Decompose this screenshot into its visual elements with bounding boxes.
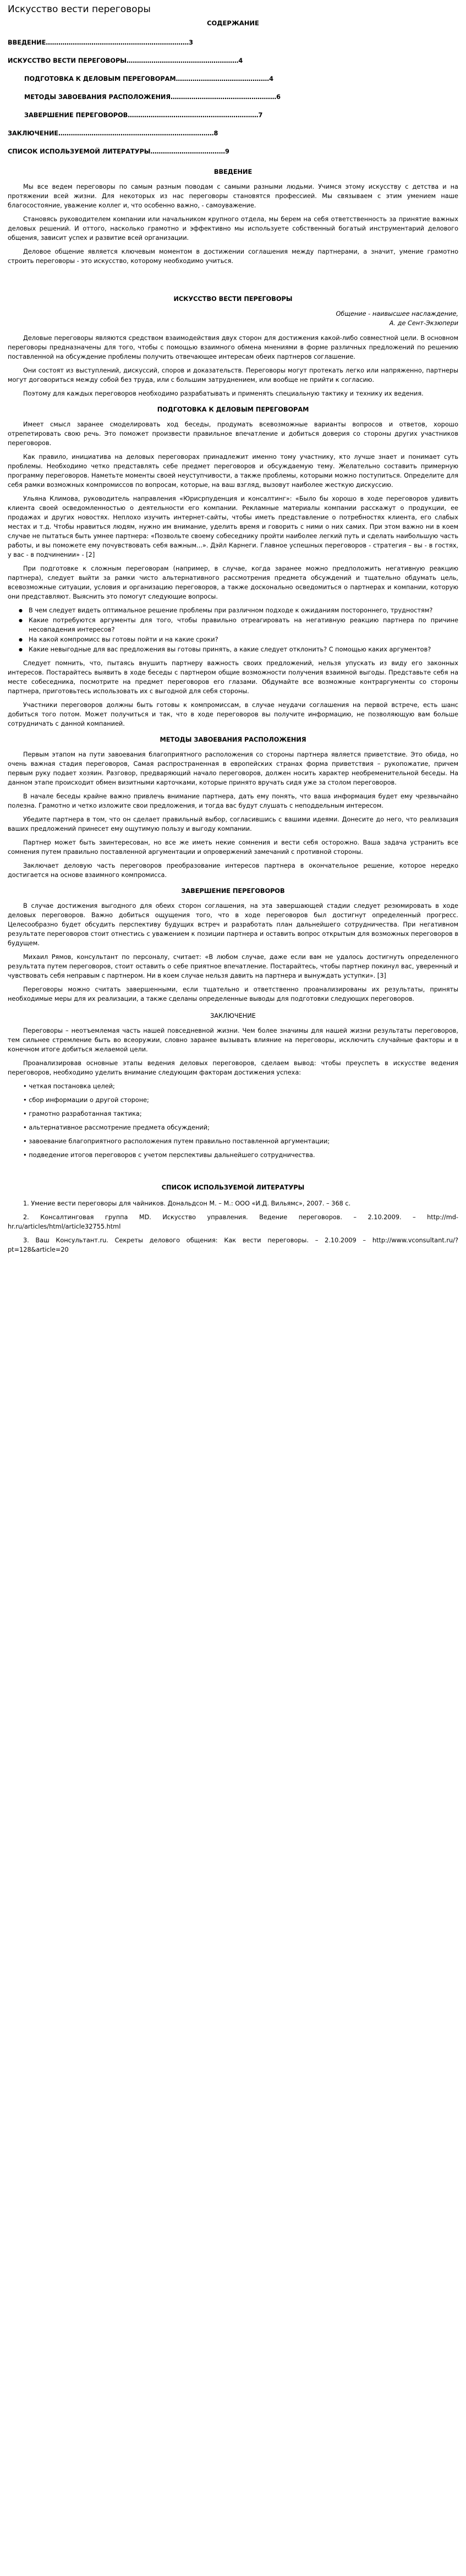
prep-section — [8, 420, 458, 601]
paragraph: Переговоры можно считать завершенными, если тщательно и ответственно проанализированы их результаты, приняты необходимые меры для их реализации, а также сделаны определенные выводы для подготовки следующих переговоров. — [8, 986, 458, 1002]
literature-item: 1. Умение вести переговоры для чайников. Дональдсон М. – М.: ООО «И.Д. Вильямс», 2007. – 368 с. — [23, 1200, 351, 1207]
toc-item-label: ПОДГОТОВКА К ДЕЛОВЫМ ПЕРЕГОВОРАМ — [24, 75, 176, 83]
toc-item-page: 9 — [225, 148, 229, 155]
paragraph: Как правило, инициатива на деловых переговорах принадлежит именно тому участнику, кто лучше знает и понимает суть проблемы. Необходимо четко представлять себе предмет переговоров и обсуждаемую тему. Желательно составить примерную программу переговоров. Наметьте моменты своей неуступчивости, а также проблемы, которыми можно поступиться. Определите для себя рамки возможных компромиссов по вопросам, которые, на ваш взгляд, вызовут наиболее жесткую дискуссию. — [8, 453, 458, 489]
paragraph: Партнер может быть заинтересован, но все же иметь некие сомнения и вести себя осторожно. Ваша задача устранить все сомнения путем правильно поставленной аргументации и опровержений замечаний с противной стороны. — [8, 839, 458, 856]
toc-item-dots: ……………………………………………… — [127, 57, 239, 64]
success-factor-item: • сбор информации о другой стороне; — [23, 1097, 149, 1104]
paragraph: Заключает деловую часть переговоров преобразование интересов партнера в окончательное решение, которое нередко достигается на основе взаимного компромисса. — [8, 862, 458, 879]
toc-item-label: ИСКУССТВО ВЕСТИ ПЕРЕГОВОРЫ — [8, 57, 127, 64]
paragraph: Мы все ведем переговоры по самым разным поводам с самыми разными людьми. Учимся этому искусству с детства и на протяжении всей жизни. Для некоторых из нас переговоры становятся профессией. Мы связываем с этим умением наше благосостояние, уважение коллег и, что особенно важно, - самоуважение. — [8, 183, 458, 209]
toc-item-dots: …………………………………………… — [171, 94, 277, 101]
methods-section — [8, 750, 458, 880]
paragraph: Убедите партнера в том, что он сделает правильный выбор, согласившись с вашими идеями. Донесите до него, что реализация ваших предложений принесет ему ощутимую пользу и выгоду компании. — [8, 816, 458, 832]
paragraph: Деловое общение является ключевым моментом в достижении соглашения между партнерами, а значит, умение грамотно строить переговоры - это искусство, которому необходимо учиться. — [8, 248, 458, 265]
toc-item-page: 7 — [258, 112, 263, 119]
literature-heading: СПИСОК ИСПОЛЬЗУЕМОЙ ЛИТЕРАТУРЫ — [161, 1184, 305, 1191]
paragraph: Переговоры – неотъемлемая часть нашей повседневной жизни. Чем более значимы для нашей жизни результаты переговоров, тем сильнее стремление быть во всеоружии, словно заранее вызывать влияние на переговоры, исключить случайные факторы и в конечном итоге добиться желаемой цели. — [8, 1027, 458, 1053]
question-item: ● В чем следует видеть оптимальное решение проблемы при различном подходе к ожиданиям постороннего, трудностям? — [29, 606, 458, 615]
methods-heading: МЕТОДЫ ЗАВОЕВАНИЯ РАСПОЛОЖЕНИЯ — [160, 736, 306, 743]
paragraph: В случае достижения выгодного для обеих сторон соглашения, на эта завершающей стадии следует резюмировать в ходе деловых переговоров. Важно добиться ощущения того, что в ходе переговоров был достигнут определенный прогресс. Целесообразно будет обсудить перспективу будущих встреч и разработать план дальнейшего сотрудничества. При негативном результате переговоров стоит отнестись с уважением к позиции партнера и оставить вопрос открытым для возможных переговоров в будущем. — [8, 902, 458, 947]
paragraph: Деловые переговоры являются средством взаимодействия двух сторон для достижения какой-либо совместной цели. В основном переговоры предназначены для того, чтобы с помощью взаимного обмена мнениями в форме различных предложений по решению поставленной на обсуждение проблемы получить отвечающее интересам обеих партнеров соглашение. — [8, 335, 458, 360]
conclusion-heading: ЗАКЛЮЧЕНИЕ — [210, 1012, 256, 1020]
paragraph: Имеет смысл заранее смоделировать ход беседы, продумать всевозможные варианты вопросов и ответов, хорошо отрепетировать свою речь. Это поможет произвести правильное впечатление и добиться доверия со стороны других участников переговоров. — [8, 421, 458, 447]
literature-item: 3. Ваш Консультант.ru. Секреты делового общения: Как вести переговоры. – 2.10.2009 – http://www.vconsultant.ru/?pt=128&article=20 — [8, 1237, 458, 1253]
paragraph: Первым этапом на пути завоевания благоприятного расположения со стороны партнера является приветствие. Это обида, но очень важная стадия переговоров, Самая распространенная в европейских странах форма приветствия – рукопожатие, причем первым руку подает хозяин. Разговор, предваряющий начало переговоров, должен носить характер необременительной беседы. На данном этапе происходит обмен визитными карточками, которые принято вручать сидя уже за столом переговоров. — [8, 751, 458, 786]
success-factor-item: • завоевание благоприятного расположения путем правильно поставленной аргументации; — [23, 1138, 330, 1145]
paragraph: При подготовке к сложным переговорам (например, в случае, когда заранее можно предположить негативную реакцию партнера), следует выйти за рамки чисто альтернативного рассмотрения предмета обсуждений и тщательно обдумать цель, всевозможные ситуации, условия и организацию переговоров, а также досконально осведомиться о партнерах и компании, которую они представляют. Выяснить это помогут следующие вопросы. — [8, 565, 458, 600]
paragraph: Михаил Рямов, консультант по персоналу, считает: «В любом случае, даже если вам не удалось достигнуть определенного результата путем переговоров, стоит оставить о себе приятное впечатление. Постарайтесь, чтобы партнер покинул вас, уверенный и чувствовать себя неправым с партнером. Ни в коем случае нельзя давить на партнера и вынуждать уступки». [3] — [8, 953, 458, 979]
toc-item — [8, 38, 458, 47]
epigraph-author: А. де Сент-Экзюпери — [389, 320, 458, 327]
toc-item-label: ЗАКЛЮЧЕНИЕ — [8, 130, 59, 137]
conclusion-section — [8, 1026, 458, 1077]
paragraph: Проанализировав основные этапы ведения деловых переговоров, сделаем вывод: чтобы преуспеть в искусстве ведения переговоров, необходимо уделить внимание следующим факторам достижения успеха: — [8, 1060, 458, 1076]
success-factor-item: • грамотно разработанная тактика; — [23, 1110, 142, 1117]
question-item: ● На какой компромисс вы готовы пойти и на какие сроки? — [29, 635, 458, 644]
document-page — [0, 0, 466, 1275]
toc-item-dots: …………………………………………………………… — [46, 39, 189, 46]
paragraph: Ульяна Климова, руководитель направления «Юрисрпуденция и консалтинг»: «Было бы хорошо в ходе переговоров удивить клиента своей осведомленностью о деятельности его компании. Рекламные материалы компании расскажут о продукции, ее продажах и других новостях. Неплохо изучить интернет-сайты, чтобы иметь представление о потребностях клиента, его слабых местах и т.д. Чтобы нравиться людям, нужно им внимание, уделить время и говорить с ними о них самих. При этом важно ни в коем случае не пытаться быть умнее партнера: «Позвольте своему собеседнику пройти наиболее легкий путь и сделать наибольшую часть работы, и вы поможете ему почувствовать себя важным...». Дэйл Карнеги. Главное успешных переговоров - стратегия – вы - в гостях, у вас - в подчинении» - [2] — [8, 495, 458, 558]
intro-section — [8, 182, 458, 266]
question-item: ● Какие потребуются аргументы для того, чтобы правильно отреагировать на негативную реакцию партнера по причине несовпадения интересов? — [29, 616, 458, 634]
toc-heading: СОДЕРЖАНИЕ — [207, 19, 259, 27]
toc-item-page: 8 — [213, 130, 218, 137]
paragraph: Участники переговоров должны быть готовы к компромиссам, в случае неудачи соглашения на первой встрече, есть шанс добиться того потом. Может получиться и так, что в ходе переговоров вы получите информацию, не позволяющую вам больше сотрудничать с данной компанией. — [8, 701, 458, 727]
success-factor-item: • четкая постановка целей; — [23, 1083, 115, 1090]
toc-item-dots: ……………………………………… — [176, 75, 270, 83]
paragraph: Становясь руководителем компании или начальником крупного отдела, мы берем на себя ответственность за принятие важных деловых решений. И оттого, насколько грамотно и эффективно мы используете собственный богатый инструментарий делового общения, зависит успех и развитие всей организации. — [8, 216, 458, 242]
success-factor-item: • альтернативное рассмотрение предмета обсуждений; — [23, 1124, 210, 1131]
toc-item — [8, 92, 458, 102]
prep-after-section — [8, 659, 458, 728]
paragraph: Следует помнить, что, пытаясь внушить партнеру важность своих предложений, нельзя упускать из виду его законных интересов. Постарайтесь выявить в ходе беседы с партнером общие возможности получения взаимной выгоды. Представьте себя на месте собеседника, посмотрите на предмет переговоров его глазами. Обдумайте все возможные контраргументы со стороны партнера, приготовьтесь использовать их с выгодной для себя стороны. — [8, 660, 458, 695]
toc-item-page: 3 — [189, 39, 194, 46]
toc-item-label: СПИСОК ИСПОЛЬЗУЕМОЙ ЛИТЕРАТУРЫ — [8, 148, 151, 155]
toc-item-dots: ……………………………… — [150, 148, 225, 155]
intro-heading: ВВЕДЕНИЕ — [213, 168, 253, 176]
toc-item — [8, 74, 458, 84]
question-item: ● Какие невыгодные для вас предложения вы готовы принять, а какие следует отклонить? С помощью каких аргументов? — [29, 645, 458, 654]
paragraph: Поэтому для каждых переговоров необходимо разрабатывать и применять специальную тактику и технику их ведения. — [23, 390, 424, 397]
success-factor-item: • подведение итогов переговоров с учетом перспективы дальнейшего сотрудничества. — [23, 1152, 315, 1159]
toc-item — [8, 147, 458, 156]
document-title: Искусство вести переговоры — [8, 4, 151, 15]
toc-item — [8, 129, 458, 138]
prep-question-list — [8, 606, 458, 654]
toc-item-label: ВВЕДЕНИЕ — [8, 39, 46, 46]
toc-item-page: 4 — [269, 75, 273, 83]
literature-item: 2. Консалтинговая группа MD. Искусство управления. Ведение переговоров. – 2.10.2009. – http://md-hr.ru/articles/html/article32755.html — [8, 1214, 458, 1230]
table-of-contents — [8, 38, 458, 156]
toc-item-label: ЗАВЕРШЕНИЕ ПЕРЕГОВОРОВ — [24, 112, 128, 119]
art-section — [8, 333, 458, 398]
toc-item-page: 6 — [276, 94, 281, 101]
completion-section — [8, 901, 458, 1004]
toc-item-page: 4 — [238, 57, 243, 64]
literature-list — [8, 1199, 458, 1254]
paragraph: В начале беседы крайне важно привлечь внимание партнера, дать ему понять, что ваша информация будет ему чрезвычайно полезна. Грамотно и четко изложите свои предложения, и тогда вас будут слушать с неподдельным интересом. — [8, 793, 458, 809]
success-factors-list — [8, 1082, 458, 1160]
toc-item — [8, 111, 458, 120]
toc-item-dots: ………………………………………………………………… — [58, 130, 214, 137]
art-heading: ИСКУССТВО ВЕСТИ ПЕРЕГОВОРЫ — [173, 295, 293, 303]
toc-item-label: МЕТОДЫ ЗАВОЕВАНИЯ РАСПОЛОЖЕНИЯ — [24, 94, 171, 101]
toc-item-dots: ……………………………………………………… — [128, 112, 259, 119]
paragraph: Они состоят из выступлений, дискуссий, споров и доказательств. Переговоры могут протекать легко или напряженно, партнеры могут договориться между собой без труда, или с большим затруднением, или вообще не прийти к согласию. — [8, 367, 458, 383]
epigraph: Общение - наивысшее наслаждение, — [336, 310, 458, 317]
completion-heading: ЗАВЕРШЕНИЕ ПЕРЕГОВОРОВ — [181, 887, 285, 895]
prep-heading: ПОДГОТОВКА К ДЕЛОВЫМ ПЕРЕГОВОРАМ — [157, 406, 309, 413]
toc-item — [8, 56, 458, 65]
